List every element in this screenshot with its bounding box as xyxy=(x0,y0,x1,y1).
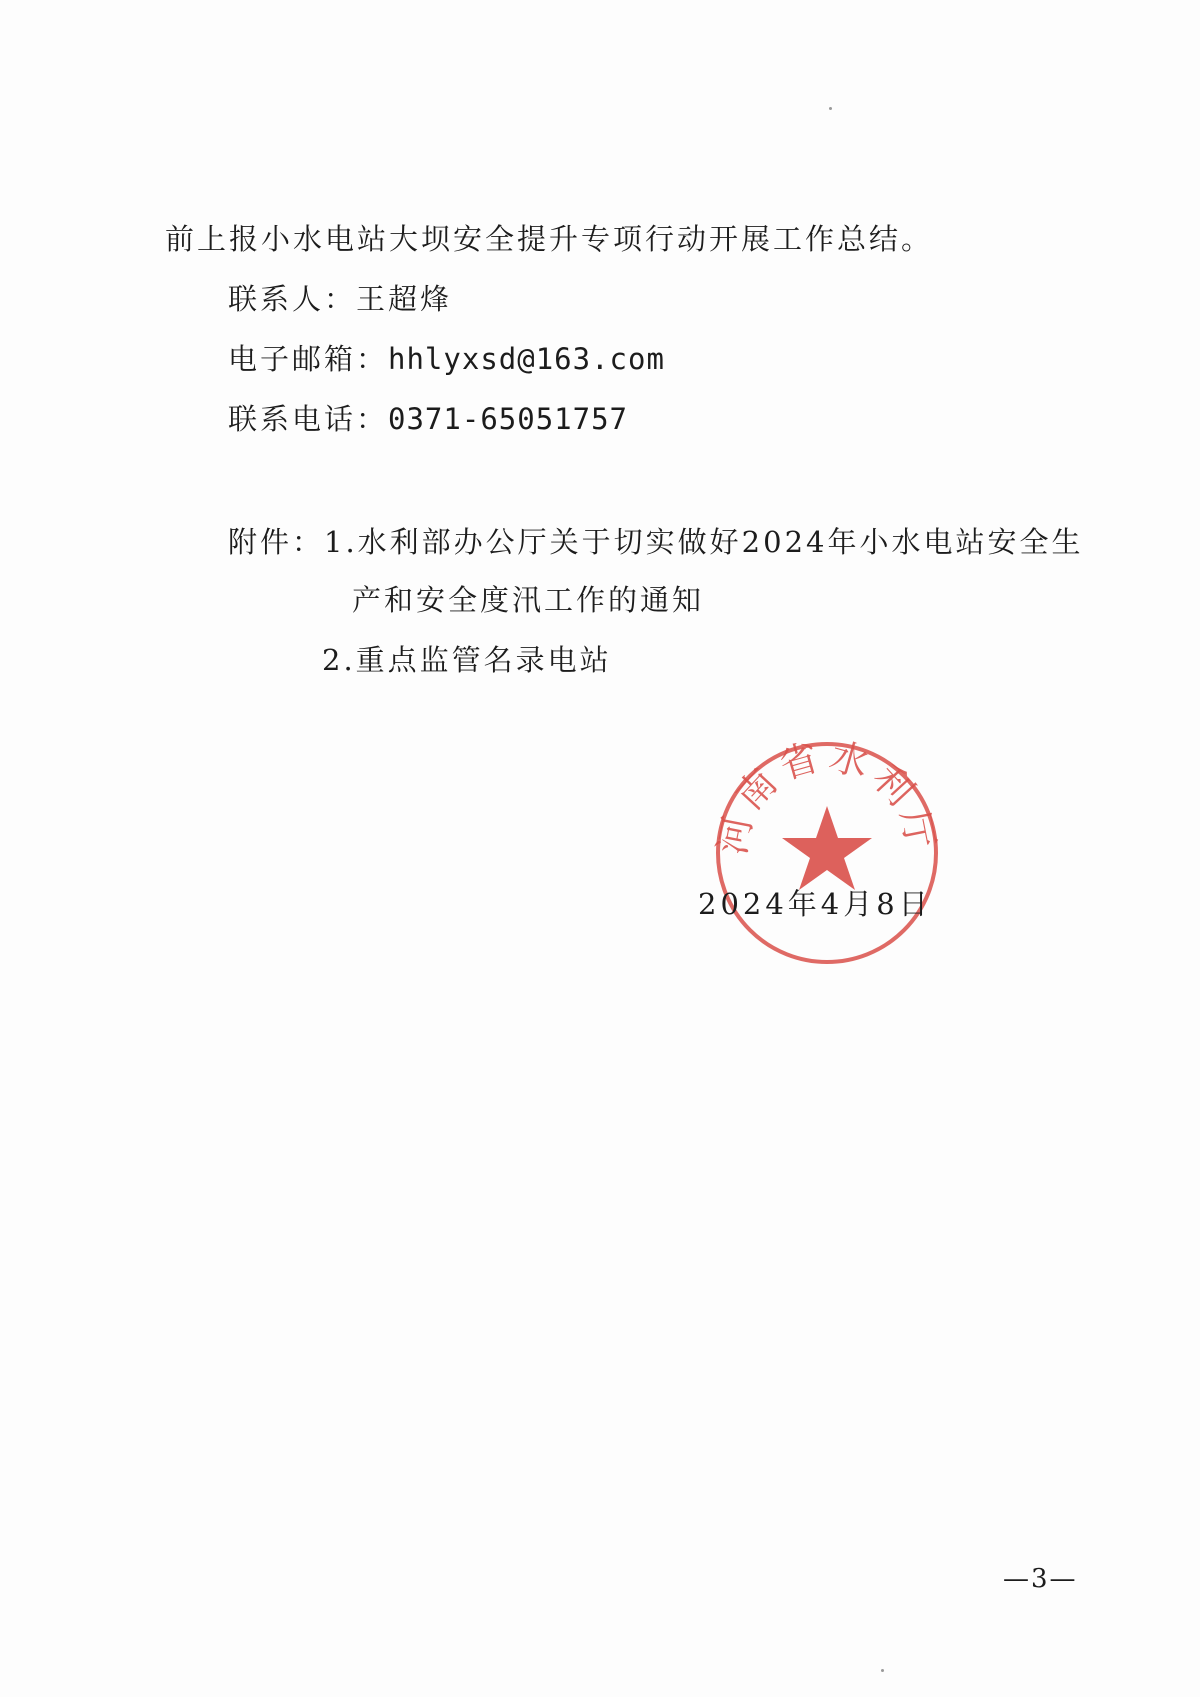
official-seal xyxy=(712,738,942,968)
contact-email-value: hhlyxsd@163.com xyxy=(388,342,665,376)
attachment-item-1-line-1: 1.水利部办公厅关于切实做好2024年小水电站安全生 xyxy=(324,525,1084,559)
contact-email-label: 电子邮箱： xyxy=(228,342,389,376)
seal-star-icon xyxy=(782,806,872,890)
attachments-row-1 xyxy=(228,522,1084,562)
contact-phone-row xyxy=(228,399,628,439)
attachment-item-2: 2.重点监管名录电站 xyxy=(322,643,612,677)
seal-graphic xyxy=(712,738,942,968)
contact-phone-value: 0371-65051757 xyxy=(388,402,628,436)
signing-date: 2024年4月8日 xyxy=(698,887,932,921)
contact-person-label: 联系人： xyxy=(228,282,357,316)
continuation-line: 前上报小水电站大坝安全提升专项行动开展工作总结。 xyxy=(165,222,934,256)
page-number: —3— xyxy=(1003,1564,1078,1594)
contact-phone-label: 联系电话： xyxy=(228,402,389,436)
contact-email-row xyxy=(228,339,665,379)
contact-person-row xyxy=(228,279,452,319)
attachments-label: 附件： xyxy=(228,525,325,559)
scan-speck-bottom xyxy=(881,1669,884,1672)
attachment-item-1-line-2: 产和安全度汛工作的通知 xyxy=(352,583,705,617)
scan-speck xyxy=(829,107,832,110)
contact-person-value: 王超烽 xyxy=(356,282,453,316)
seal-text: 河南省水利厅 xyxy=(712,738,942,859)
